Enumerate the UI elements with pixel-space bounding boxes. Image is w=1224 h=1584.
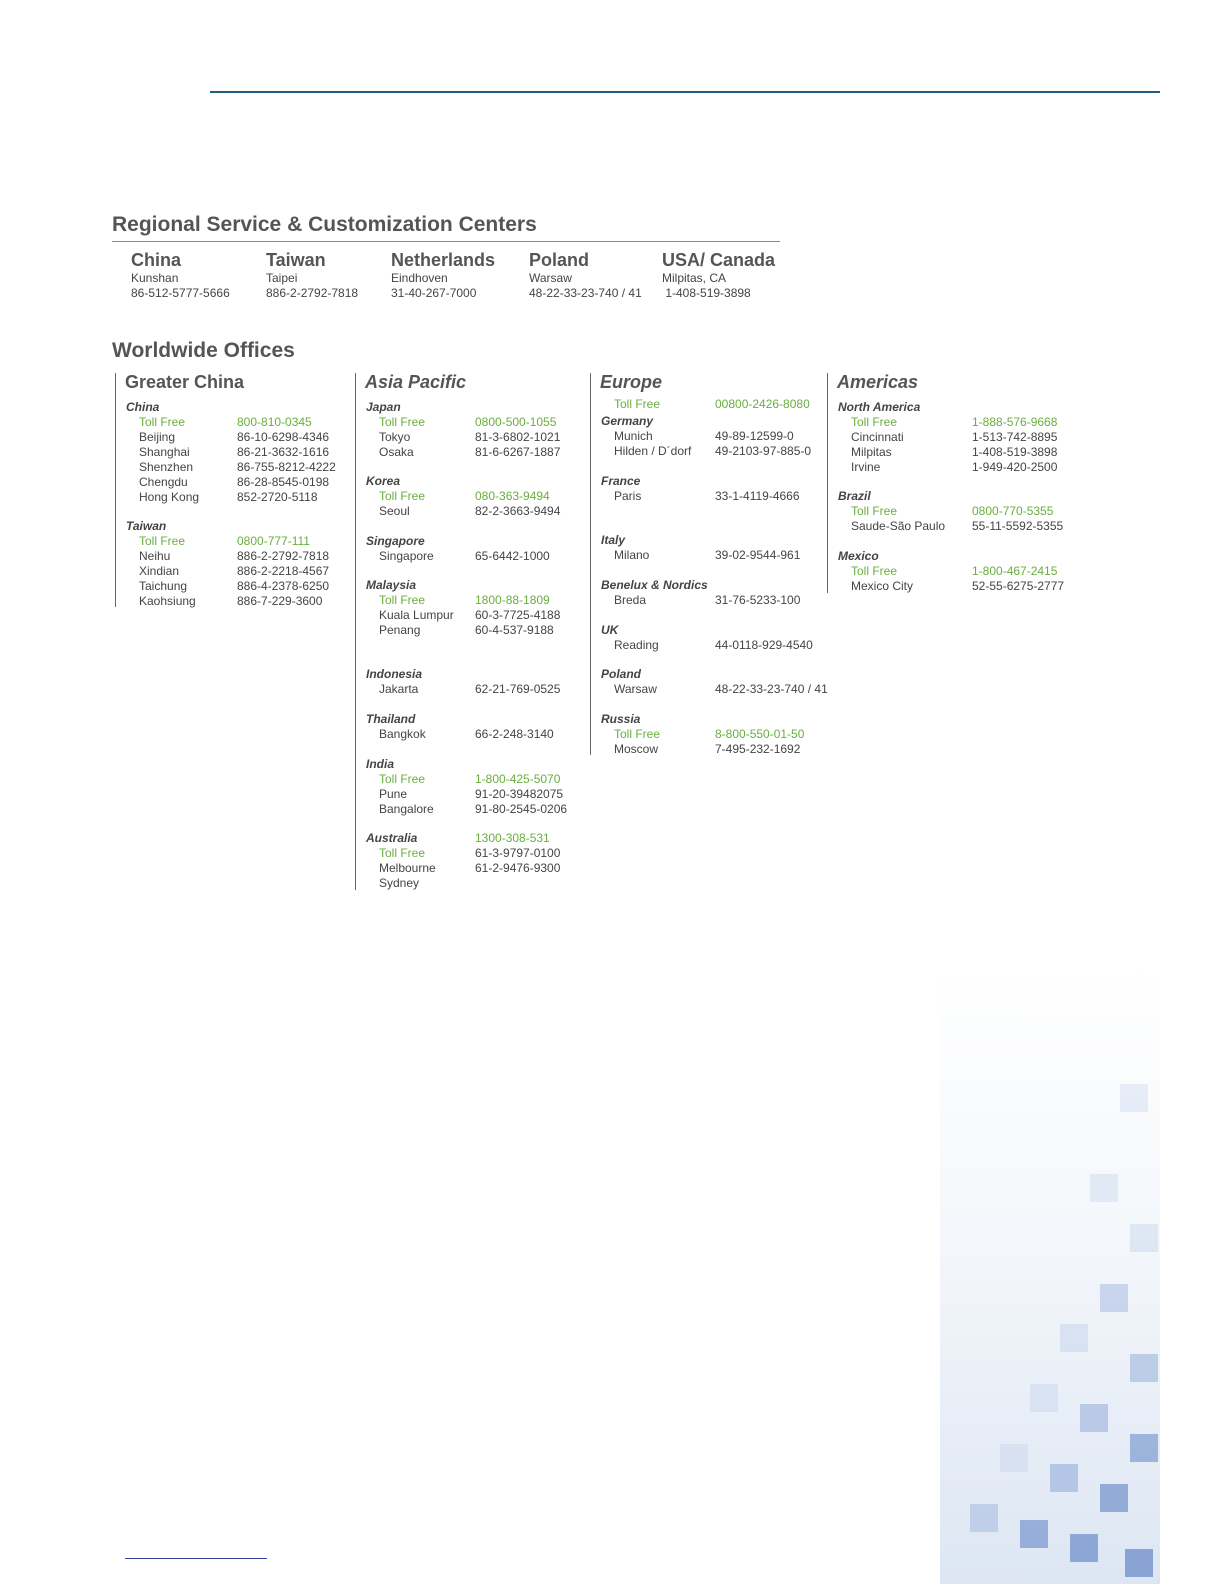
office-phone: 81-3-6802-1021 bbox=[475, 430, 561, 444]
office-label: Toll Free bbox=[379, 772, 426, 786]
office-label: Saude-São Paulo bbox=[851, 519, 946, 533]
center-taiwan bbox=[266, 249, 358, 301]
region-americas bbox=[827, 373, 1073, 593]
office-phone: 886-4-2378-6250 bbox=[237, 579, 330, 593]
office-label: Jakarta bbox=[379, 682, 419, 696]
office-phone: 91-20-39482075 bbox=[475, 787, 564, 801]
office-label: Toll Free bbox=[139, 415, 186, 429]
country-name: China bbox=[126, 400, 160, 414]
office-phone: 91-80-2545-0206 bbox=[475, 802, 568, 816]
center-phone: 31-40-267-7000 bbox=[391, 286, 477, 300]
region-title: Greater China bbox=[125, 372, 245, 392]
country-name: Russia bbox=[601, 712, 641, 726]
office-phone: 33-1-4119-4666 bbox=[715, 489, 800, 503]
country-name: Indonesia bbox=[366, 667, 423, 681]
office-phone: 52-55-6275-2777 bbox=[972, 579, 1065, 593]
decorative-mosaic bbox=[940, 964, 1160, 1584]
country-name: Brazil bbox=[838, 489, 871, 503]
office-phone: 49-89-12599-0 bbox=[715, 429, 794, 443]
office-label: Toll Free bbox=[379, 846, 426, 860]
office-label: Toll Free bbox=[614, 397, 661, 411]
office-label: Penang bbox=[379, 623, 421, 637]
office-phone: 886-2-2792-7818 bbox=[237, 549, 330, 563]
country-name: Germany bbox=[601, 414, 654, 428]
office-phone: 66-2-248-3140 bbox=[475, 727, 554, 741]
office-phone: 86-28-8545-0198 bbox=[237, 475, 330, 489]
office-phone: 86-755-8212-4222 bbox=[237, 460, 336, 474]
region-title: Americas bbox=[837, 372, 919, 392]
office-label: Cincinnati bbox=[851, 430, 904, 444]
center-usa-canada bbox=[662, 249, 775, 301]
regional-centers-row bbox=[131, 249, 791, 305]
country-name: Poland bbox=[601, 667, 642, 681]
region-title: Asia Pacific bbox=[365, 372, 467, 392]
region-greater-china bbox=[115, 373, 346, 607]
office-label: Kaohsiung bbox=[139, 594, 196, 608]
office-label: Bangalore bbox=[379, 802, 434, 816]
office-phone: 1-408-519-3898 bbox=[972, 445, 1058, 459]
office-label: Neihu bbox=[139, 549, 171, 563]
center-name: China bbox=[131, 250, 182, 270]
office-phone: 49-2103-97-885-0 bbox=[715, 444, 812, 458]
footnote-rule bbox=[125, 1558, 267, 1559]
office-label: Paris bbox=[614, 489, 642, 503]
center-phone: 48-22-33-23-740 / 41 bbox=[529, 286, 642, 300]
office-phone: 1-513-742-8895 bbox=[972, 430, 1058, 444]
center-poland bbox=[529, 249, 642, 301]
country-name: North America bbox=[838, 400, 921, 414]
country-name: Japan bbox=[366, 400, 401, 414]
center-name: Taiwan bbox=[266, 250, 326, 270]
office-phone: 86-21-3632-1616 bbox=[237, 445, 330, 459]
office-label: Milpitas bbox=[851, 445, 892, 459]
toll-free-number: 1300-308-531 bbox=[475, 831, 550, 845]
office-label: Seoul bbox=[379, 504, 410, 518]
office-phone: 61-3-9797-0100 bbox=[475, 846, 561, 860]
office-label: Kuala Lumpur bbox=[379, 608, 454, 622]
center-phone: 86-512-5777-5666 bbox=[131, 286, 230, 300]
country-name: Australia bbox=[366, 831, 418, 845]
office-label: Singapore bbox=[379, 549, 434, 563]
country-name: Italy bbox=[601, 533, 626, 547]
office-label: Breda bbox=[614, 593, 647, 607]
office-phone: 00800-2426-8080 bbox=[715, 397, 810, 411]
regional-divider bbox=[112, 241, 780, 242]
country-name: Korea bbox=[366, 474, 401, 488]
center-name: USA/ Canada bbox=[662, 250, 776, 270]
country-name: Malaysia bbox=[366, 578, 417, 592]
office-label: Hong Kong bbox=[139, 490, 200, 504]
office-phone: 1-888-576-9668 bbox=[972, 415, 1058, 429]
office-phone: 48-22-33-23-740 / 41 bbox=[715, 682, 828, 696]
center-phone: 886-2-2792-7818 bbox=[266, 286, 359, 300]
region-europe bbox=[590, 373, 831, 755]
office-label: Munich bbox=[614, 429, 653, 443]
center-netherlands bbox=[391, 249, 495, 301]
office-phone: 080-363-9494 bbox=[475, 489, 550, 503]
center-phone: 1-408-519-3898 bbox=[662, 286, 751, 300]
worldwide-offices-heading: Worldwide Offices bbox=[112, 339, 295, 362]
office-phone: 39-02-9544-961 bbox=[715, 548, 801, 562]
office-label: Sydney bbox=[379, 876, 420, 890]
office-label: Tokyo bbox=[379, 430, 411, 444]
office-label: Chengdu bbox=[139, 475, 188, 489]
office-label: Beijing bbox=[139, 430, 176, 444]
office-phone: 1-800-467-2415 bbox=[972, 564, 1058, 578]
country-name: Singapore bbox=[366, 534, 425, 548]
office-phone: 0800-500-1055 bbox=[475, 415, 557, 429]
office-label: Milano bbox=[614, 548, 650, 562]
office-phone: 1-800-425-5070 bbox=[475, 772, 561, 786]
office-phone: 65-6442-1000 bbox=[475, 549, 550, 563]
center-name: Netherlands bbox=[391, 250, 496, 270]
office-label: Warsaw bbox=[614, 682, 657, 696]
top-rule bbox=[210, 91, 1160, 93]
office-label: Toll Free bbox=[614, 727, 661, 741]
office-phone: 62-21-769-0525 bbox=[475, 682, 561, 696]
center-name: Poland bbox=[529, 250, 590, 270]
office-phone: 1800-88-1809 bbox=[475, 593, 550, 607]
office-label: Toll Free bbox=[851, 504, 898, 518]
region-asia-pacific bbox=[355, 373, 586, 890]
office-label: Moscow bbox=[614, 742, 659, 756]
office-label: Toll Free bbox=[379, 489, 426, 503]
country-name: Benelux & Nordics bbox=[601, 578, 708, 592]
country-name: France bbox=[601, 474, 641, 488]
country-name: India bbox=[366, 757, 395, 771]
office-phone: 82-2-3663-9494 bbox=[475, 504, 561, 518]
country-name: Mexico bbox=[838, 549, 879, 563]
country-name: Taiwan bbox=[126, 519, 167, 533]
office-phone: 86-10-6298-4346 bbox=[237, 430, 330, 444]
office-label: Shenzhen bbox=[139, 460, 194, 474]
office-label: Reading bbox=[614, 638, 659, 652]
office-phone: 8-800-550-01-50 bbox=[715, 727, 805, 741]
office-label: Toll Free bbox=[379, 415, 426, 429]
regional-centers-heading: Regional Service & Customization Centers bbox=[112, 213, 537, 236]
office-phone: 61-2-9476-9300 bbox=[475, 861, 561, 875]
office-phone: 1-949-420-2500 bbox=[972, 460, 1058, 474]
office-label: Taichung bbox=[139, 579, 188, 593]
office-phone: 60-3-7725-4188 bbox=[475, 608, 561, 622]
office-label: Mexico City bbox=[851, 579, 914, 593]
office-label: Irvine bbox=[851, 460, 881, 474]
office-phone: 7-495-232-1692 bbox=[715, 742, 801, 756]
office-label: Bangkok bbox=[379, 727, 426, 741]
region-title: Europe bbox=[600, 372, 663, 392]
office-label: Toll Free bbox=[851, 564, 898, 578]
office-label: Toll Free bbox=[379, 593, 426, 607]
center-city: Eindhoven bbox=[391, 271, 448, 285]
center-city: Taipei bbox=[266, 271, 298, 285]
office-label: Osaka bbox=[379, 445, 414, 459]
center-city: Warsaw bbox=[529, 271, 572, 285]
center-city: Milpitas, CA bbox=[662, 271, 727, 285]
office-phone: 81-6-6267-1887 bbox=[475, 445, 561, 459]
office-phone: 800-810-0345 bbox=[237, 415, 312, 429]
office-label: Pune bbox=[379, 787, 408, 801]
office-phone: 886-2-2218-4567 bbox=[237, 564, 330, 578]
office-label: Toll Free bbox=[851, 415, 898, 429]
center-city: Kunshan bbox=[131, 271, 179, 285]
office-label: Toll Free bbox=[139, 534, 186, 548]
office-phone: 852-2720-5118 bbox=[237, 490, 318, 504]
office-phone: 55-11-5592-5355 bbox=[972, 519, 1064, 533]
office-phone: 44-0118-929-4540 bbox=[715, 638, 813, 652]
center-china bbox=[131, 249, 230, 301]
office-phone: 0800-777-111 bbox=[237, 534, 310, 548]
office-phone: 0800-770-5355 bbox=[972, 504, 1054, 518]
country-name: UK bbox=[601, 623, 619, 637]
office-label: Xindian bbox=[139, 564, 180, 578]
office-phone: 60-4-537-9188 bbox=[475, 623, 554, 637]
office-phone: 31-76-5233-100 bbox=[715, 593, 801, 607]
office-label: Shanghai bbox=[139, 445, 190, 459]
office-label: Melbourne bbox=[379, 861, 436, 875]
office-phone: 886-7-229-3600 bbox=[237, 594, 323, 608]
country-name: Thailand bbox=[366, 712, 416, 726]
office-label: Hilden / D´dorf bbox=[614, 444, 692, 458]
